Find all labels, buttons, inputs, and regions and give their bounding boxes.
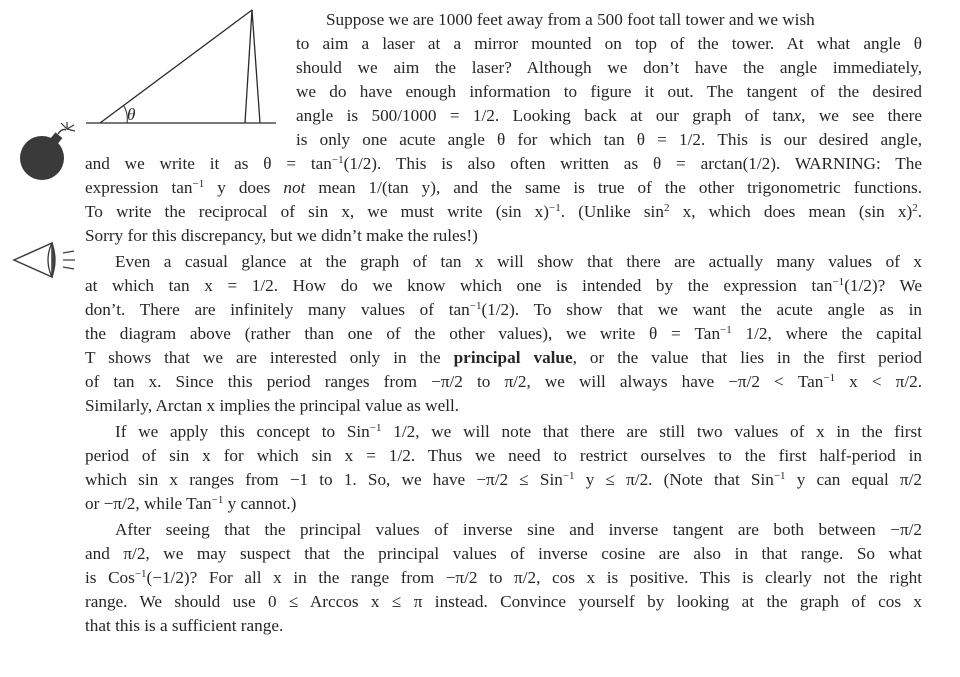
text-segment: and π/2, we may suspect that the principal values of inverse cosine are also in that range. So what	[85, 544, 922, 563]
text-segment: of tan x. Since this period ranges from −π/2 to π/2, we will always have −π/2 < Tan	[85, 372, 824, 391]
superscript: −1	[134, 568, 147, 580]
text-line	[85, 176, 922, 200]
superscript: −1	[773, 470, 786, 482]
superscript: −1	[823, 372, 836, 384]
text-segment: to aim a laser at a mirror mounted on top of the tower. At what angle θ	[296, 34, 922, 53]
text-line	[85, 394, 922, 418]
text-line	[296, 128, 922, 152]
text-line	[326, 8, 922, 32]
text-line	[85, 370, 922, 394]
text-segment: is Cos	[85, 568, 135, 587]
text-line	[296, 104, 922, 128]
text-segment: expression tan	[85, 178, 193, 197]
text-segment: is only one acute angle θ for which tan θ = 1/2. This is our desired angle,	[296, 130, 922, 149]
superscript: −1	[549, 202, 561, 214]
text-line	[296, 80, 922, 104]
tower-triangle-figure	[80, 6, 280, 128]
text-segment: Sorry for this discrepancy, but we didn’t make the rules!)	[85, 226, 478, 245]
text-line	[85, 492, 922, 516]
text-segment: (−1/2)? For all x in the range from −π/2 to π/2, cos x is positive. This is clearly not the right	[146, 568, 922, 587]
text-segment: , or the value that lies in the first period	[572, 348, 922, 367]
text-segment: , we see there	[801, 106, 922, 125]
superscript: 2	[912, 202, 918, 214]
text-segment: Even a casual glance at the graph of tan x will show that there are actually many values of x	[115, 252, 922, 271]
superscript: −1	[562, 470, 575, 482]
text-segment: Suppose we are 1000 feet away from a 500 foot tall tower and we wish	[326, 10, 815, 29]
text-segment: y ≤ π/2. (Note that Sin	[574, 470, 774, 489]
superscript: −1	[331, 154, 344, 166]
text-line	[115, 420, 922, 444]
text-line	[85, 590, 922, 614]
text-segment: that this is a sufficient range.	[85, 616, 284, 635]
text-line	[85, 542, 922, 566]
text-segment: the diagram above (rather than one of the other values), we write θ = Tan	[85, 324, 721, 343]
text-segment: should we aim the laser? Although we don’t have the angle immediately,	[296, 58, 922, 77]
text-line	[85, 468, 922, 492]
text-line	[85, 224, 922, 248]
text-segment: T shows that we are interested only in the	[85, 348, 454, 367]
text-segment: (1/2)? We	[844, 276, 923, 295]
text-segment: To write the reciprocal of sin x, we must write (sin x)	[85, 202, 549, 221]
text-line	[85, 298, 922, 322]
text-segment: (1/2). This is also often written as θ = arctan(1/2). WARNING: The	[343, 154, 923, 173]
text-segment: and we write it as θ = tan	[85, 154, 332, 173]
text-line	[85, 444, 922, 468]
text-line	[85, 566, 922, 590]
eye-icon	[8, 238, 80, 282]
text-line	[296, 32, 922, 56]
text-line	[85, 614, 922, 638]
angle-theta-label: θ	[127, 105, 136, 124]
text-line	[85, 200, 922, 224]
text-line	[296, 56, 922, 80]
text-segment: mean 1/(tan y), and the same is true of the other trigonometric functions.	[305, 178, 922, 197]
text-segment: x, which does mean (sin x)	[669, 202, 913, 221]
text-segment: If we apply this concept to Sin	[115, 422, 370, 441]
text-line	[85, 274, 922, 298]
text-segment: 1/2, where the capital	[731, 324, 922, 343]
superscript: −1	[720, 324, 732, 336]
text-segment: or −π/2, while Tan	[85, 494, 212, 513]
text-segment: y does	[204, 178, 284, 197]
text-line	[115, 518, 922, 542]
text-segment: y can equal π/2	[785, 470, 922, 489]
text-segment: Similarly, Arctan x implies the principal value as well.	[85, 396, 460, 415]
superscript: 2	[663, 202, 670, 214]
text-line	[85, 322, 922, 346]
text-segment: 1/2, we will note that there are still two values of x in the first	[381, 422, 922, 441]
text-segment: x < π/2.	[835, 372, 922, 391]
bomb-icon	[14, 120, 78, 184]
text-segment: angle is 500/1000 = 1/2. Looking back at our graph of tan	[296, 106, 794, 125]
text-segment: principal value	[453, 348, 573, 367]
text-segment: period of sin x for which sin x = 1/2. Thus we need to restrict ourselves to the first half-period in	[85, 446, 922, 465]
superscript: −1	[369, 422, 382, 434]
text-segment: .	[917, 202, 923, 221]
text-segment: we do have enough information to figure it out. The tangent of the desired	[296, 82, 922, 101]
text-segment: x	[793, 106, 802, 125]
text-line	[85, 346, 922, 370]
superscript: −1	[832, 276, 845, 288]
superscript: −1	[211, 494, 224, 506]
text-segment: which sin x ranges from −1 to 1. So, we have −π/2 ≤ Sin	[85, 470, 563, 489]
text-segment: at which tan x = 1/2. How do we know which one is intended by the expression tan	[85, 276, 833, 295]
text-line	[85, 152, 922, 176]
text-segment: don’t. There are infinitely many values of tan	[85, 300, 470, 319]
text-segment: (1/2). To show that we want the acute angle as in	[481, 300, 922, 319]
text-segment: y cannot.)	[223, 494, 297, 513]
text-line	[115, 250, 922, 274]
text-segment: not	[283, 178, 306, 197]
text-segment: After seeing that the principal values of inverse sine and inverse tangent are both between −π/2	[115, 520, 922, 539]
superscript: −1	[469, 300, 482, 312]
superscript: −1	[192, 178, 205, 190]
text-segment: range. We should use 0 ≤ Arccos x ≤ π instead. Convince yourself by looking at the graph of cos x	[85, 592, 922, 611]
text-segment: . (Unlike sin	[560, 202, 664, 221]
